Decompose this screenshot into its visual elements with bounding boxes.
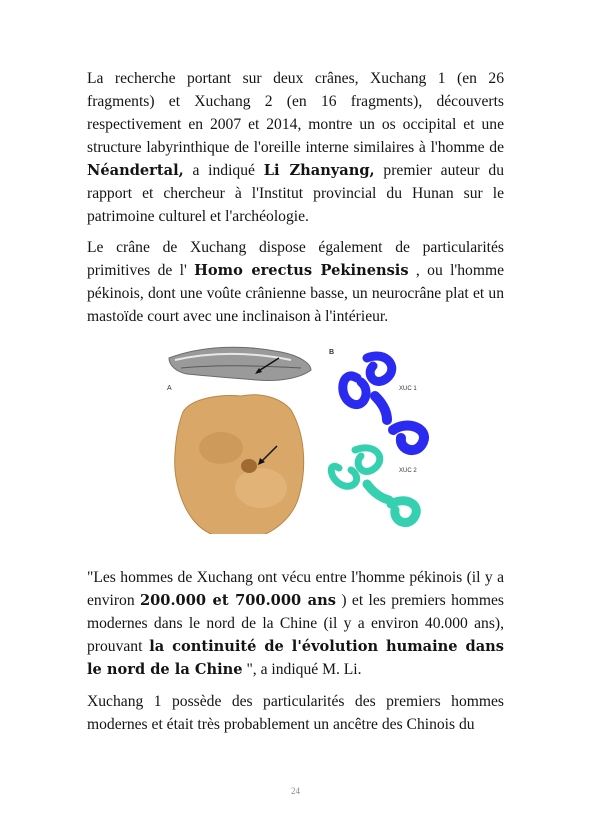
figure-illustration (161, 338, 447, 534)
skull-figure (161, 338, 447, 534)
labyrinth-xuc2 (331, 448, 416, 523)
bold-neandertal: Néandertal, (87, 162, 184, 179)
paragraph-text: ) et les premiers hommes modernes dans le nord de la Chine (il y a environ 40.000 ans), prouvant (87, 592, 504, 655)
paragraph-text: Xuchang 1 possède des particularités des premiers hommes modernes et était très probablement un ancêtre des Chinois du (87, 693, 504, 733)
paragraph-4 (87, 690, 504, 736)
label-b: B (329, 349, 335, 356)
paragraph-text: ", a indiqué M. Li. (242, 661, 362, 678)
bold-continuity: la continuité de l'évolution humaine dans le nord de la Chine (87, 638, 504, 678)
bold-author-name: Li Zhanyang, (263, 162, 375, 179)
label-a: A (167, 385, 172, 392)
paragraph-text: "Les hommes de Xuchang ont vécu entre l'homme pékinois (il y a environ (87, 569, 504, 609)
paragraph-2 (87, 236, 504, 328)
labyrinth-xuc1 (343, 356, 424, 450)
paragraph-text: premier auteur du rapport et chercheur à l'Institut provincial du Hunan sur le patrimoine culturel et l'archéologie. (87, 162, 504, 225)
skull-fragment (175, 395, 304, 534)
paragraph-1 (87, 67, 504, 228)
paragraph-text: , ou l'homme pékinois, dont une voûte crânienne basse, un neurocrâne plat et un mastoïde court avec une inclinaison à l'intérieur. (87, 262, 504, 325)
paragraph-3 (87, 566, 504, 681)
bold-date-range: 200.000 et 700.000 ans (140, 592, 336, 609)
paragraph-text: a indiqué (183, 162, 264, 179)
page-number: 24 (291, 786, 300, 796)
label-xuc2: XUC 2 (399, 468, 417, 474)
bold-homo-erectus: Homo erectus Pekinensis (194, 262, 409, 279)
label-xuc1: XUC 1 (399, 386, 417, 392)
paragraph-text: Le crâne de Xuchang dispose également de particularités primitives de l' (87, 239, 504, 279)
bone-cross-section (169, 347, 311, 380)
paragraph-text: La recherche portant sur deux crânes, Xuchang 1 (en 26 fragments) et Xuchang 2 (en 16 fragments), découverts respectivement en 2007 et 2014, montre un os occipital et une structure labyrinthique de l'oreille interne similaires à l'homme de (87, 70, 504, 156)
